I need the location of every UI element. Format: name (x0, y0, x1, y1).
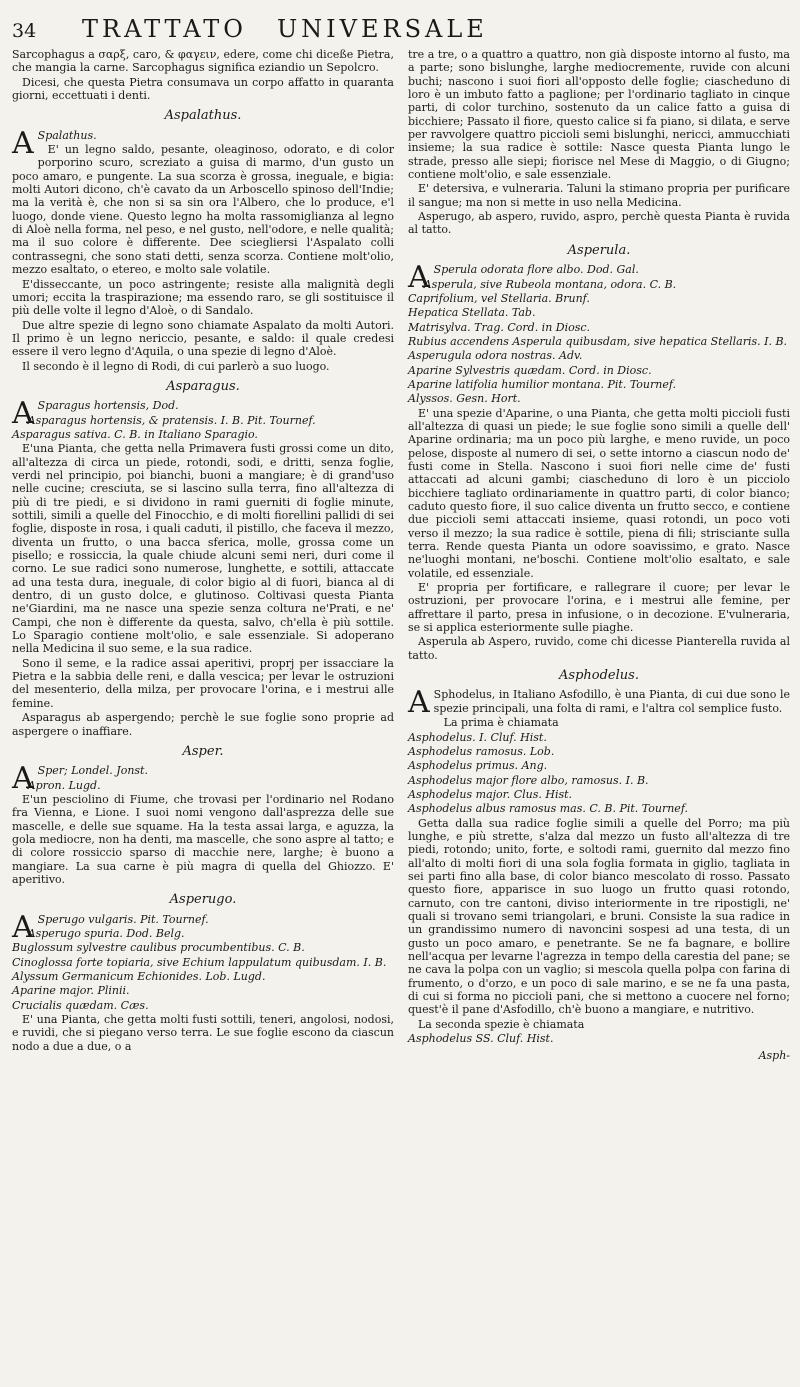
section-heading-asper: Asper. (182, 743, 224, 759)
page-number: 34 (12, 20, 37, 42)
paragraph: Asperugo, ab aspero, ruvido, aspro, perchè questa Pianta è ruvida al tatto. (408, 210, 790, 237)
synonym-line: Aparine major. Plinii. (12, 984, 130, 998)
paragraph: Asparagus ab aspergendo; perchè le sue foglie sono proprie ad aspergere o inaffiare. (12, 711, 394, 738)
synonym-line: Alyssum Germanicum Echionides. Lob. Lugd. (12, 970, 266, 983)
synonym-line: Asphodelus albus ramosus mas. C. B. Pit. Tournef. (408, 802, 688, 816)
synonym-line: Cinoglossa forte topiaria, sive Echium lappulatum quibusdam. I. B. (12, 955, 387, 969)
paragraph: Dicesi, che questa Pietra consumava un corpo affatto in quaranta giorni, eccettuati i denti. (12, 75, 394, 103)
synonym-line: Asphodelus ramosus. Lob. (408, 744, 555, 758)
section-heading-aspalathus: Aspalathus. (164, 108, 242, 124)
paragraph: Sarcophagus a σαρξ, caro, & φαγειν, edere, come chi diceße Pietra, che mangia la carne. Sarcophagus significa eziandio un Sepolcro. (12, 48, 394, 75)
paragraph: E' detersiva, e vulneraria. Taluni la stimano propria per purificare il sangue; ma non si mette in uso nella Medicina. (408, 182, 790, 209)
drop-cap: A (12, 125, 34, 161)
paragraph: La seconda spezie è chiamata (418, 1017, 585, 1031)
paragraph: E' un legno saldo, pesante, oleaginoso, odorato, e di color porporino scuro, screziato a guisa di marmo, d'un gusto un poco amaro, e pungente. La sua scorza è grossa, ineguale, e bigia: molti Autori dicono, ch'è cavato da un Arboscello spinoso dell'Indie; ma la verità è, che non si sa sin ora l'Albero, che lo produce, e'l luogo, donde viene. Questo legno ha molta rassomiglianza al legno di Aloè nella forma, nel peso, e nel gusto, nell'odore, e nelle qualità; ma il suo colore è differente. Dee sciegliersi l'Aspalato colli contrassegni, che sono stati detti, senza scorza. Contiene molt'olio, mezzo esaltato, o etereo, e molto sale volatile. (12, 143, 394, 277)
synonym-line: Asperugo spuria. Dod. Belg. (27, 926, 185, 940)
synonym-line: Asparagus sativa. C. B. in Italiano Sparagio. (12, 427, 258, 441)
synonym-line: Asphodelus major. Clus. Hist. (408, 787, 573, 801)
entry-lemma: Sper; Londel. Jonst. (37, 764, 148, 778)
synonym-line: Asphodelus SS. Cluf. Hist. (408, 1032, 554, 1046)
drop-cap: A (12, 909, 34, 945)
page-header (12, 8, 790, 48)
paragraph: Sono il seme, e la radice assai aperitivi, proprj per issacciare la Pietra e la sabbia delle reni, e dalla vescica; per levar le ostruzioni del mesenterio, della milza, per provocare l'orina, e i mestrui alle femine. (12, 656, 394, 710)
drop-cap: A (408, 685, 430, 721)
drop-cap: A (408, 260, 430, 296)
catchword: Asph- (758, 1049, 790, 1063)
synonym-line: Aparine latifolia humilior montana. Pit. Tournef. (408, 377, 677, 391)
synonym-line: Rubius accendens Asperula quibusdam, sive hepatica Stellaris. I. B. (408, 334, 788, 348)
paragraph: E'un pesciolino di Fiume, che trovasi per l'ordinario nel Rodano fra Vienna, e Lione. I suoi nomi vengono dall'asprezza delle sue mascelle, e delle sue squame. Ha la testa assai larga, e aguzza, la gola mediocre, non ha denti, ma mascelle, che sono aspre al tatto; e di colore rossiccio sparso di macchie nere, larghe; è buono a mangiare. La sua carne è più magra di quella del Ghiozzo. E' aperitivo. (12, 792, 394, 886)
synonym-line: Asphodelus primus. Ang. (408, 759, 548, 773)
section-heading-asphodelus: Asphodelus. (559, 668, 639, 684)
paragraph: tre a tre, o a quattro a quattro, non già disposte intorno al fusto, ma a parte; sono bislunghe, larghe mediocremente, ruvide con alcuni buchi; nascono i suoi fiori all'opposto delle foglie; ciascheduno di loro è un imbuto fatto a paglione; per l'ordinario tagliato in cinque parti, di color turchino, sostenuto da un calice fatto a guisa di bicchiere; Passato il fiore, questo calice si fa piano, si dilata, e serve per ravvolgere quattro piccioli semi bislunghi, nericci, ammucchiati insieme; la sua radice è sottile: Nasce questa Pianta lungo le strade, presso alle siepi; fiorisce nel Mese di Maggio, o di Giugno; contiene molt'olio, e sale essenziale. (408, 48, 790, 182)
paragraph: Il secondo è il legno di Rodi, di cui parlerò a suo luogo. (22, 359, 330, 373)
entry-lemma: Sperugo vulgaris. Pit. Tournef. (37, 912, 209, 926)
paragraph: Getta dalla sua radice foglie simili a quelle del Porro; ma più lunghe, e più strette, s'alza dal mezzo un fusto all'altezza di tre piedi, rotondo; unito, forte, e soltodi rami, guernito dal mezzo fino all'alto di molti fiori di una sola foglia formata in giglio, tagliata in sei parti fino alla base, di color bianco mescolato di rosso. Passato questo fiore, apparisce in suo luogo un frutto quasi rotondo, carnuto, con tre cantoni, diviso interiormente in tre ripostigli, ne' quali si trovano semi triangolari, e bruni. Consiste la sua radice in un grandissimo numero di navoncini sospesi ad una testa, di un gusto un poco amaro, e penetrante. Se ne fa bagnare, e bollire nell'acqua per levarne l'agrezza in tempo della carestia del pane; se ne cava la polpa con un vaglio; si mescola quella polpa con farina di frumento, o d'orzo, e un poco di sale marino, e se ne fa una pasta, di cui si forma no piccioli pani, che si mettono a cuocere nel forno; quest'è il pane d'Asfodillo, ch'è buono a mangiare, e nutritivo. (408, 816, 790, 1017)
synonym-line: Asphodelus. I. Cluf. Hist. (408, 730, 547, 744)
entry-lemma: Sparagus hortensis, Dod. (37, 399, 179, 413)
synonym-line: Asphodelus major flore albo, ramosus. I. B. (408, 773, 649, 787)
synonym-line: Asparagus hortensis, & pratensis. I. B. Pit. Tournef. (27, 413, 316, 427)
synonym-line: Hepatica Stellata. Tab. (408, 306, 536, 320)
section-heading-asperula: Asperula. (567, 242, 631, 258)
synonym-line: Apron. Lugd. (27, 778, 101, 792)
paragraph: Asperula ab Aspero, ruvido, come chi dicesse Pianterella ruvida al tatto. (408, 635, 790, 662)
synonym-line: Alyssos. Gesn. Hort. (408, 392, 521, 406)
section-heading-asperugo: Asperugo. (169, 892, 237, 908)
paragraph: E' propria per fortificare, e rallegrare il cuore; per levar le ostruzioni, per provocare l'orina, e i mestrui alle femine, per affrettare il parto, presa in infusione, o in decozione. E'vulneraria, se si applica esteriormente sulle piaghe. (408, 581, 790, 635)
entry-lemma: Sphodelus, in Italiano Asfodillo, è una Pianta, di cui due sono le spezie principali, una folta di rami, e l'altra col semplice fusto. (433, 688, 790, 715)
paragraph: E' una spezie d'Aparine, o una Pianta, che getta molti piccioli fusti all'altezza di quasi un piede; le sue foglie sono simili a quelle dell' Aparine ordinaria; ma un poco più larghe, e meno ruvide, un poco pelose, disposte al numero di sei, o sette intorno a ciascun nodo de' fusti come in Stella. Nascono i suoi fiori nelle cime de' fusti attaccati ad alcuni gambi; ciascheduno di loro è un picciolo bicchiere tagliato ordinariamente in quattro parti, di color bianco; caduto questo fiore, il suo calice diventa un frutto secco, e contiene due piccioli semi attaccati insieme, quasi rotondi, un poco voti verso il mezzo; la sua radice è sottile, piena di fili; strisciante sulla terra. Rende questa Pianta un odore soavissimo, e grato. Nasce ne'luoghi montani, ne'boschi. Contiene molt'olio esaltato, e sale volatile, ed essenziale. (408, 406, 790, 580)
synonym-line: Buglossum sylvestre caulibus procumbentibus. C. B. (12, 941, 305, 955)
paragraph: E'una Pianta, che getta nella Primavera fusti grossi come un dito, all'altezza di circa un piede, rotondi, sodi, e dritti, senza foglie, verdi nel principio, poi bianchi, buoni a mangiare; è di grand'uso nelle cucine; cresciuta, se si lascino sulla terra, fino all'altezza di più di tre piedi, e si dividono in rami guerniti di foglie minute, sottili, simili a quelle del Finocchio, e di molti fiorellini pallidi di sei foglie, disposte in rosa, i quali caduti, il pistillo, che faceva il mezzo, diventa un frutto, o una bacca sferica, molle, grossa come un pisello; e rossiccia, la quale chiude alcuni semi neri, duri come il corno. Le sue radici sono numerose, lunghette, e sottili, attaccate ad una testa dura, ineguale, di color bigio al di fuori, bianca al di dentro, di un gusto dolce, e glutinoso. Coltivasi questa Pianta ne'Giardini, ma ne nasce una spezie senza coltura ne'Prati, e ne' Campi, che non è differente da questa, salvo, ch'ella è più sottile. Lo Sparagio contiene molt'olio, e sale essenziale. Si adoperano nella Medicina il suo seme, e la sua radice. (12, 442, 394, 656)
paragraph: Due altre spezie di legno sono chiamate Aspalato da molti Autori. Il primo è un legno nericcio, pesante, e saldo: il quale credesi essere il vero legno d'Aquila, o una spezie di legno d'Aloè. (12, 318, 394, 359)
running-title-left: TRATTATO (82, 15, 247, 43)
paragraph: E'disseccante, un poco astringente; resiste alla malignità degli umori; eccita la traspirazione; ma essendo raro, se gli sostituisce il più delle volte il legno d'Aloè, o di Sandalo. (12, 277, 394, 318)
synonym-line: Asperula, sive Rubeola montana, odora. C. B. (423, 277, 677, 291)
right-column (408, 48, 790, 1063)
drop-cap: A (12, 761, 34, 797)
section-heading-asparagus: Asparagus. (166, 378, 240, 394)
synonym-line: Crucialis quædam. Cæs. (12, 998, 149, 1012)
paragraph: La prima è chiamata (443, 716, 559, 730)
entry-lemma: Spalathus. (37, 128, 97, 142)
synonym-line: Caprifolium, vel Stellaria. Brunf. (408, 291, 590, 305)
synonym-line: Asperugula odora nostras. Adv. (408, 349, 583, 363)
paragraph: E' una Pianta, che getta molti fusti sottili, teneri, angolosi, nodosi, e ruvidi, che si piegano verso terra. Le sue foglie escono da ciascun nodo a due a due, o a (12, 1013, 394, 1053)
synonym-line: Aparine Sylvestris quædam. Cord. in Diosc. (408, 363, 652, 377)
running-title-right: UNIVERSALE (276, 15, 488, 43)
entry-lemma: Sperula odorata flore albo. Dod. Gal. (433, 263, 639, 277)
left-column (12, 48, 394, 1063)
synonym-line: Matrisylva. Trag. Cord. in Diosc. (408, 320, 591, 334)
drop-cap: A (12, 396, 34, 432)
